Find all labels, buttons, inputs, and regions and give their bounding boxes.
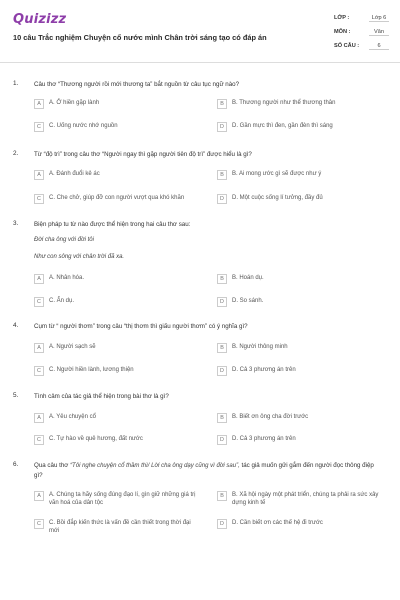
option-text: C. Tự hào về quê hương, đất nước bbox=[49, 436, 143, 442]
option-letter: B bbox=[217, 491, 227, 501]
option-letter: B bbox=[217, 413, 227, 423]
question-text-suffix: tác giả muốn gửi gắm đến người đọc thông điệp gì? bbox=[34, 462, 374, 479]
option-d[interactable] bbox=[217, 435, 382, 445]
question-text: Từ “độ trì” trong câu thơ “Người ngay thì gặp người tiên độ trì” được hiểu là gì? bbox=[34, 151, 252, 158]
option-letter: D bbox=[217, 297, 227, 307]
option-a[interactable] bbox=[34, 274, 184, 284]
option-letter: A bbox=[34, 274, 44, 284]
option-letter: B bbox=[217, 99, 227, 109]
option-letter: C bbox=[34, 122, 44, 132]
option-text: A. Chúng ta hãy sống đúng đạo lí, gìn giữ những giá trị văn hoá của dân tộc bbox=[49, 492, 196, 506]
option-c[interactable] bbox=[34, 519, 199, 535]
meta-row-subject bbox=[334, 25, 389, 39]
option-text: A. Yêu chuyện cổ bbox=[49, 414, 96, 420]
option-c[interactable] bbox=[34, 297, 184, 307]
option-text: A. Đánh đuổi kẻ ác bbox=[49, 171, 100, 177]
option-text: A. Người sạch sẽ bbox=[49, 344, 96, 350]
meta-label: LỚP : bbox=[334, 15, 350, 21]
question-number: 2. bbox=[13, 150, 19, 157]
meta-label: MÔN : bbox=[334, 29, 351, 35]
option-b[interactable] bbox=[217, 413, 382, 423]
option-letter: A bbox=[34, 413, 44, 423]
question-text bbox=[34, 461, 384, 480]
option-b[interactable] bbox=[217, 491, 382, 507]
option-letter: D bbox=[217, 435, 227, 445]
option-text: D. So sánh. bbox=[232, 298, 264, 304]
option-letter: C bbox=[34, 519, 44, 529]
option-letter: A bbox=[34, 99, 44, 109]
option-text: B. Xã hội ngày một phát triển, chúng ta phải ra sức xây dựng kinh tế bbox=[232, 492, 379, 506]
option-a[interactable] bbox=[34, 491, 199, 507]
question-text-prefix: Qua câu thơ bbox=[34, 462, 69, 469]
option-b[interactable] bbox=[217, 99, 382, 109]
option-letter: B bbox=[217, 170, 227, 180]
option-b[interactable] bbox=[217, 274, 382, 284]
option-text: B. Ai mong ước gì sẽ được như ý bbox=[232, 171, 322, 177]
meta-value: 6 bbox=[369, 43, 389, 50]
option-letter: C bbox=[34, 366, 44, 376]
document-title: 10 câu Trắc nghiệm Chuyện cổ nước mình Chân trời sáng tạo có đáp án bbox=[13, 33, 267, 42]
option-text: D. Cả 3 phương án trên bbox=[232, 436, 296, 442]
option-text: D. Cả 3 phương án trên bbox=[232, 367, 296, 373]
option-text: C. Người hiền lành, lương thiện bbox=[49, 367, 134, 373]
option-d[interactable] bbox=[217, 366, 382, 376]
option-d[interactable] bbox=[217, 122, 382, 132]
question-number: 5. bbox=[13, 392, 19, 399]
option-text: A. Nhân hóa. bbox=[49, 275, 85, 281]
question-number: 1. bbox=[13, 80, 19, 87]
option-letter: A bbox=[34, 491, 44, 501]
quoted-verse-line-1: Đời cha ông với đời tôi bbox=[34, 237, 94, 243]
meta-value: Lớp 6 bbox=[369, 15, 389, 22]
meta-label: SỐ CÂU : bbox=[334, 43, 360, 49]
option-letter: D bbox=[217, 519, 227, 529]
option-text: C. Ẩn dụ. bbox=[49, 298, 75, 304]
quizizz-logo: Quizizz bbox=[13, 12, 67, 27]
option-letter: A bbox=[34, 170, 44, 180]
option-a[interactable] bbox=[34, 343, 184, 353]
meta-panel bbox=[334, 11, 389, 53]
option-text: B. Biết ơn ông cha đời trước bbox=[232, 414, 309, 420]
option-text: A. Ở hiền gặp lành bbox=[49, 100, 100, 106]
question-number: 6. bbox=[13, 461, 19, 468]
option-letter: D bbox=[217, 122, 227, 132]
option-text: D. Cần biết ơn các thế hệ đi trước bbox=[232, 520, 323, 526]
option-a[interactable] bbox=[34, 99, 184, 109]
option-text: C. Uống nước nhớ nguồn bbox=[49, 123, 118, 129]
question-text: Câu thơ “Thương người rồi mới thương ta” bắt nguồn từ câu tục ngữ nào? bbox=[34, 81, 240, 88]
header-divider bbox=[0, 62, 400, 63]
meta-row-grade bbox=[334, 11, 389, 25]
option-a[interactable] bbox=[34, 413, 184, 423]
option-text: D. Một cuộc sống lí tưởng, đầy đủ bbox=[232, 195, 323, 201]
option-b[interactable] bbox=[217, 170, 382, 180]
option-text: C. Bồi đắp kiến thức là vấn đề cần thiết trong thời đại mới bbox=[49, 520, 191, 534]
option-letter: D bbox=[217, 366, 227, 376]
option-text: B. Người thông minh bbox=[232, 344, 288, 350]
option-d[interactable] bbox=[217, 297, 382, 307]
question-number: 3. bbox=[13, 220, 19, 227]
meta-value: Văn bbox=[369, 29, 389, 36]
option-c[interactable] bbox=[34, 194, 199, 204]
option-letter: C bbox=[34, 194, 44, 204]
question-text: Tình cảm của tác giả thể hiện trong bài thơ là gì? bbox=[34, 393, 169, 400]
option-b[interactable] bbox=[217, 343, 382, 353]
option-letter: A bbox=[34, 343, 44, 353]
question-text: Biện pháp tu từ nào được thể hiện trong hai câu thơ sau: bbox=[34, 221, 191, 228]
option-letter: B bbox=[217, 343, 227, 353]
option-text: B. Hoán dụ. bbox=[232, 275, 264, 281]
question-text: Cụm từ “ người thơm” trong câu “thị thơm thì giấu người thơm” có ý nghĩa gì? bbox=[34, 323, 248, 330]
option-text: C. Che chở, giúp đỡ con người vượt qua khó khăn bbox=[49, 195, 185, 201]
option-c[interactable] bbox=[34, 366, 184, 376]
option-letter: D bbox=[217, 194, 227, 204]
option-text: B. Thương người như thể thương thân bbox=[232, 100, 336, 106]
meta-row-count bbox=[334, 39, 389, 53]
option-d[interactable] bbox=[217, 519, 382, 529]
question-text-quote: “Tôi nghe chuyện cổ thầm thì/ Lời cha ông dạy cũng vì đời sau”, bbox=[70, 463, 240, 469]
option-a[interactable] bbox=[34, 170, 184, 180]
question-number: 4. bbox=[13, 322, 19, 329]
option-letter: C bbox=[34, 297, 44, 307]
option-c[interactable] bbox=[34, 122, 184, 132]
quoted-verse-line-2: Như con sông với chân trời đã xa. bbox=[34, 254, 125, 260]
option-letter: B bbox=[217, 274, 227, 284]
option-letter: C bbox=[34, 435, 44, 445]
option-d[interactable] bbox=[217, 194, 382, 204]
option-c[interactable] bbox=[34, 435, 184, 445]
option-text: D. Gần mực thì đen, gần đèn thì sáng bbox=[232, 123, 333, 129]
